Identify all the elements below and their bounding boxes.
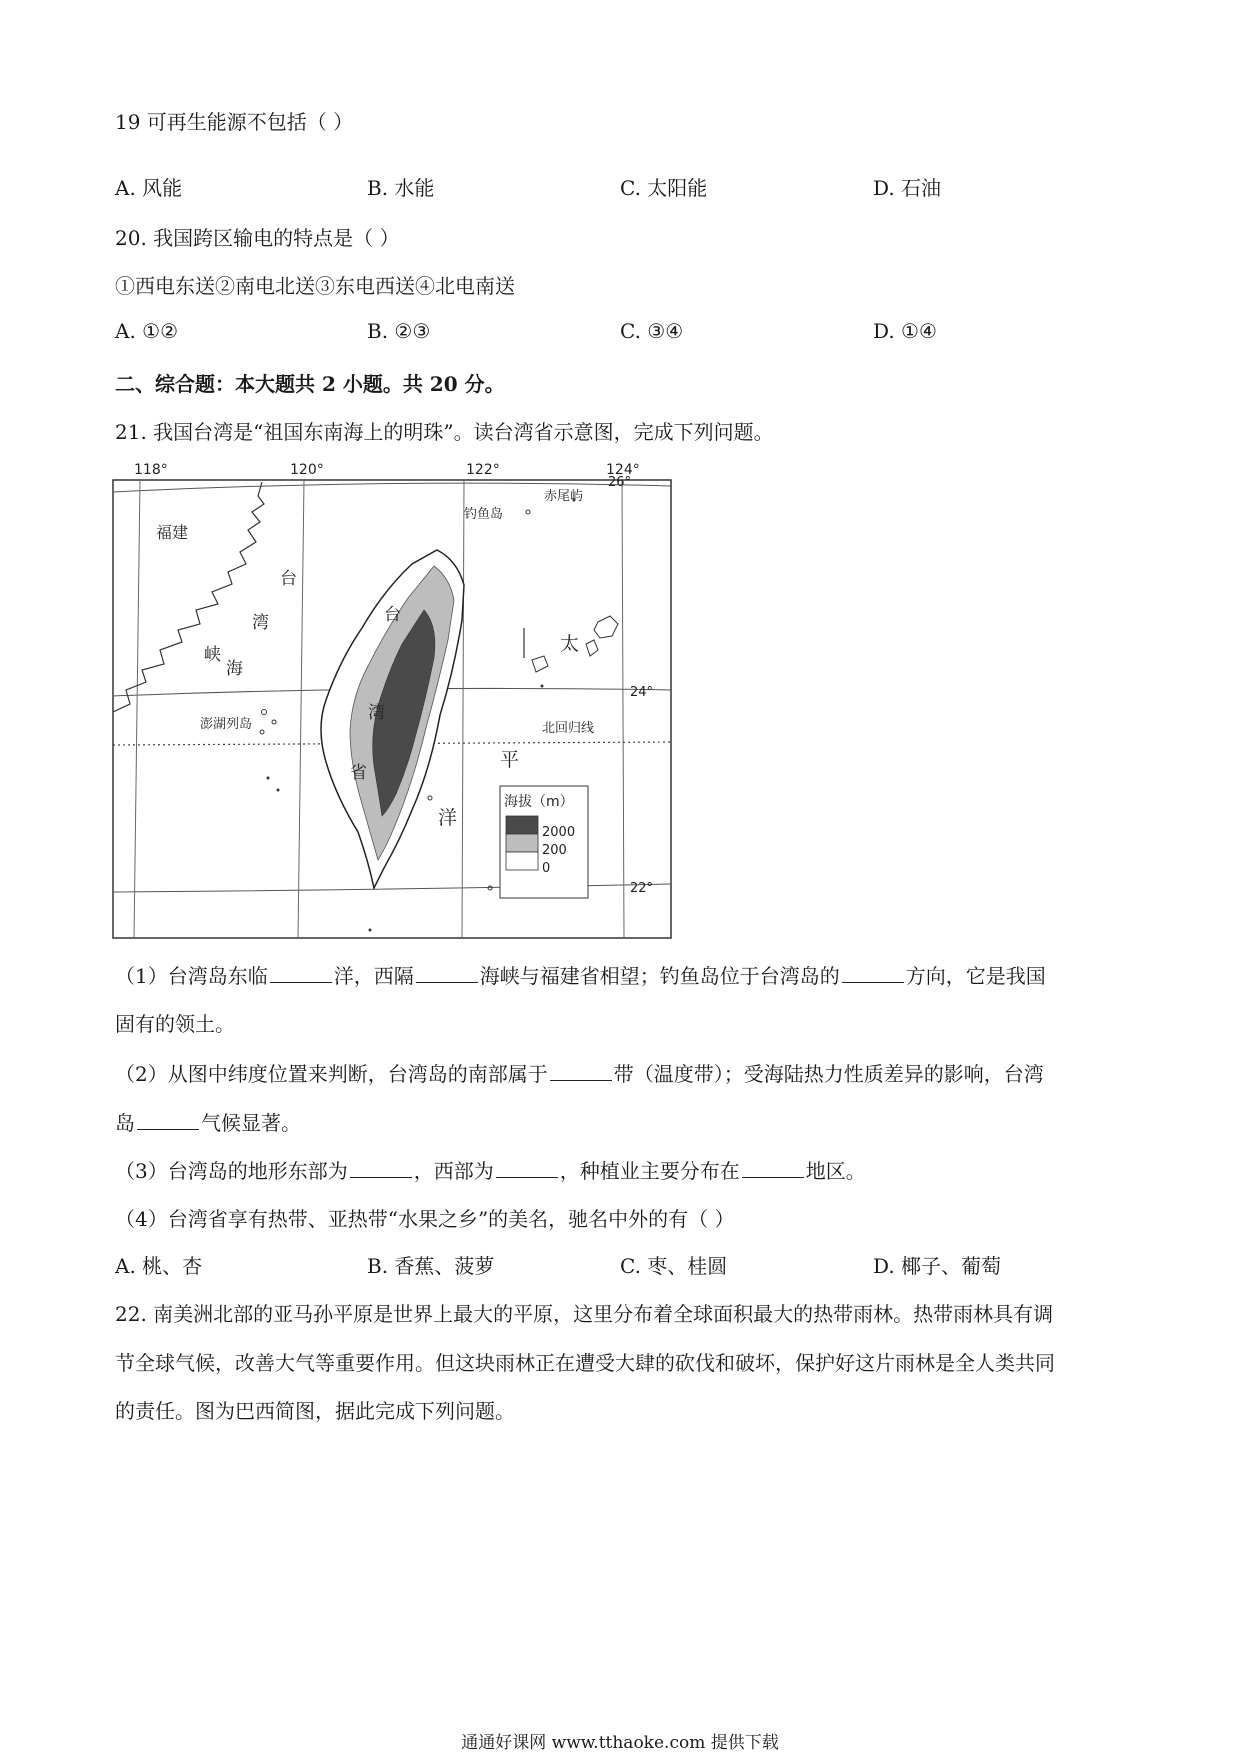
q21-stem: 21. 我国台湾是“祖国东南海上的明珠”。读台湾省示意图，完成下列问题。 — [115, 420, 774, 444]
q21-p2-c: 岛 — [115, 1111, 135, 1135]
label-penghu: 澎湖列岛 — [200, 717, 253, 732]
q22-line-2: 节全球气候，改善大气等重要作用。但这块雨林正在遭受大肆的砍伐和破坏，保护好这片雨林是全人类共同 — [115, 1351, 1055, 1375]
q21-p3-d: 地区。 — [805, 1159, 866, 1183]
q21-p3-b: ，西部为 — [413, 1159, 494, 1183]
label-tropic: 北回归线 — [542, 721, 595, 736]
answer-blank[interactable] — [842, 962, 904, 983]
q20-option-b: B. ②③ — [367, 319, 431, 343]
label-fujian: 福建 — [156, 523, 189, 542]
q21-p3-a: （3）台湾岛的地形东部为 — [115, 1159, 348, 1183]
q21-p4-option-c: C. 枣、桂圆 — [620, 1254, 728, 1278]
label-strait-1: 台 — [280, 569, 297, 589]
legend-swatch-2000 — [506, 816, 538, 834]
legend-level-200: 200 — [542, 843, 567, 858]
q19-option-b: B. 水能 — [367, 176, 435, 200]
islet — [541, 685, 544, 688]
lon-label-118: 118° — [134, 462, 168, 478]
label-strait-2: 湾 — [252, 613, 269, 633]
q20-option-c: C. ③④ — [620, 319, 684, 343]
legend-swatch-0 — [506, 852, 538, 870]
q21-p1-b: 洋，西隔 — [333, 964, 414, 988]
penghu-islet — [272, 720, 276, 724]
ryukyu-island — [586, 640, 598, 656]
label-chiwei: 赤尾屿 — [544, 489, 584, 504]
islet — [488, 886, 492, 890]
taiwan-map — [112, 460, 672, 940]
q21-p1-c: 海峡与福建省相望；钓鱼岛位于台湾岛的 — [479, 964, 840, 988]
penghu-islet — [277, 789, 280, 792]
meridian-120 — [298, 480, 304, 938]
section2-heading: 二、综合题：本大题共 2 小题。共 20 分。 — [115, 372, 505, 396]
q21-p1-d: 方向，它是我国 — [905, 964, 1046, 988]
q22-line-3: 的责任。图为巴西简图，据此完成下列问题。 — [115, 1399, 515, 1423]
q21-p2-a: （2）从图中纬度位置来判断，台湾岛的南部属于 — [115, 1062, 548, 1086]
ryukyu-island — [594, 616, 618, 638]
label-pacific-2: 平 — [500, 749, 520, 771]
parallel-26 — [113, 483, 671, 492]
meridian-122 — [462, 480, 464, 938]
answer-blank[interactable] — [550, 1060, 612, 1081]
q21-p4-option-a: A. 桃、杏 — [115, 1254, 203, 1278]
q21-p3-c: ，种植业主要分布在 — [559, 1159, 740, 1183]
q19-option-a: A. 风能 — [115, 176, 183, 200]
answer-blank[interactable] — [496, 1157, 558, 1178]
q21-p1-e: 固有的领土。 — [115, 1012, 235, 1036]
label-pacific-1: 太 — [560, 633, 580, 655]
q19-option-c: C. 太阳能 — [620, 176, 708, 200]
penghu-islet — [267, 777, 270, 780]
lon-label-120: 120° — [290, 462, 324, 478]
q20-items: ①西电东送②南电北送③东电西送④北电南送 — [115, 274, 515, 298]
islet — [428, 796, 432, 800]
penghu-islet — [260, 730, 264, 734]
meridian-124 — [622, 480, 624, 938]
legend-level-0: 0 — [542, 861, 551, 876]
q21-part2-line1 — [115, 1058, 1044, 1087]
label-strait-3: 海 — [226, 659, 243, 679]
q21-p2-b: 带（温度带）；受海陆热力性质差异的影响，台湾 — [613, 1062, 1044, 1086]
legend-title: 海拔（m） — [504, 794, 574, 810]
q21-part2-line2 — [115, 1107, 301, 1136]
lat-label-26: 26° — [608, 475, 632, 490]
q20-stem: 20. 我国跨区输电的特点是（ ） — [115, 226, 400, 250]
page-footer: 通通好课网 www.tthaoke.com 提供下载 — [461, 1733, 779, 1753]
penghu-islet — [262, 710, 267, 715]
answer-blank[interactable] — [270, 962, 332, 983]
label-province-2: 湾 — [368, 703, 385, 723]
q19-option-d: D. 石油 — [873, 176, 942, 200]
q21-p2-d: 气候显著。 — [201, 1111, 301, 1135]
label-province-3: 省 — [350, 763, 367, 783]
meridian-118 — [134, 480, 140, 938]
legend-swatch-200 — [506, 834, 538, 852]
islet — [369, 929, 372, 932]
q19-stem: 19 可再生能源不包括（ ） — [115, 110, 354, 134]
elevation-legend — [500, 786, 588, 898]
label-province-1: 台 — [384, 605, 401, 625]
q21-part1-line1 — [115, 960, 1046, 989]
q20-option-a: A. ①② — [115, 319, 179, 343]
answer-blank[interactable] — [137, 1109, 199, 1130]
label-pacific-3: 洋 — [438, 807, 458, 829]
label-strait-4: 峡 — [204, 645, 221, 665]
q21-part3 — [115, 1155, 866, 1184]
answer-blank[interactable] — [416, 962, 478, 983]
lat-label-24: 24° — [630, 685, 654, 700]
q21-p4-stem: （4）台湾省享有热带、亚热带“水果之乡”的美名，驰名中外的有（ ） — [115, 1207, 735, 1231]
q20-option-d: D. ①④ — [873, 319, 937, 343]
ryukyu-island — [532, 656, 548, 672]
answer-blank[interactable] — [742, 1157, 804, 1178]
lat-label-22: 22° — [630, 881, 654, 896]
lon-label-122: 122° — [466, 462, 500, 478]
q21-p1-a: （1）台湾岛东临 — [115, 964, 268, 988]
legend-level-2000: 2000 — [542, 825, 576, 840]
answer-blank[interactable] — [350, 1157, 412, 1178]
label-diaoyu: 钓鱼岛 — [464, 507, 504, 522]
lon-label-124: 124° — [606, 462, 640, 478]
q22-line-1: 22. 南美洲北部的亚马孙平原是世界上最大的平原，这里分布着全球面积最大的热带雨林。热带雨林具有调 — [115, 1302, 1054, 1326]
q21-p4-option-b: B. 香蕉、菠萝 — [367, 1254, 495, 1278]
q21-p4-option-d: D. 椰子、葡萄 — [873, 1254, 1002, 1278]
diaoyu-island — [526, 510, 530, 514]
